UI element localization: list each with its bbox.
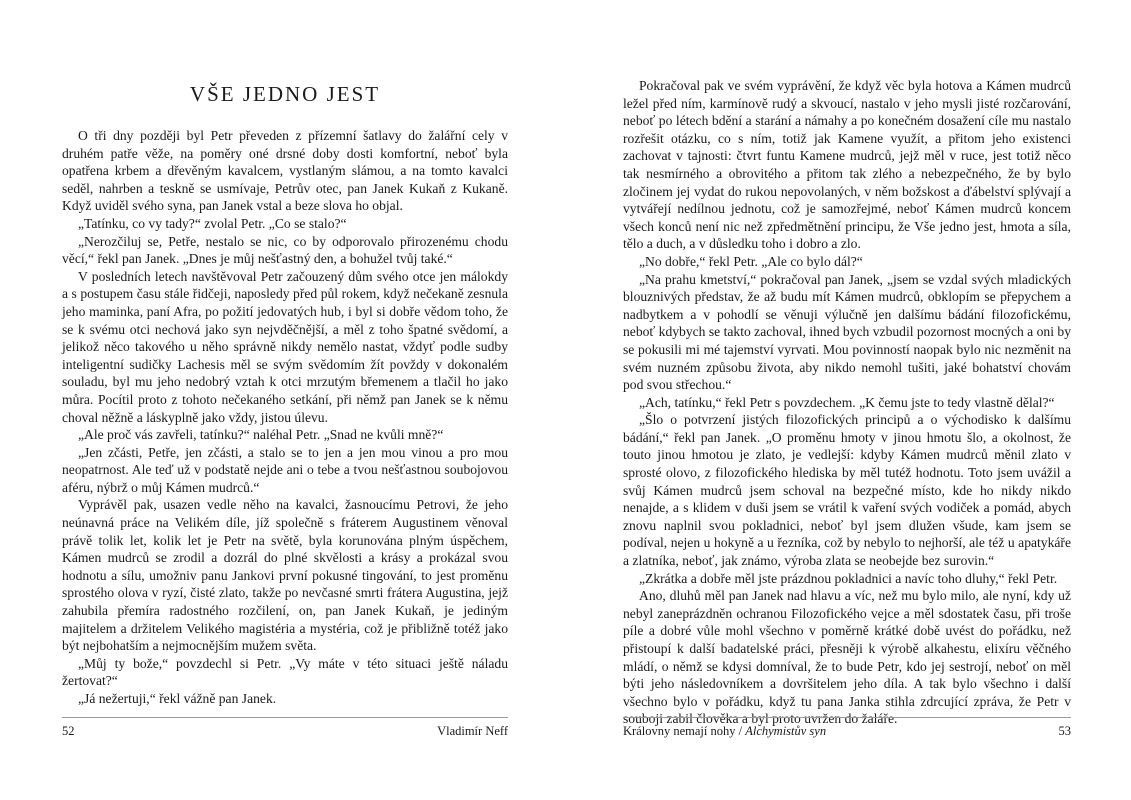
paragraph: „Ale proč vás zavřeli, tatínku?“ naléhal Petr. „Snad ne kvůli mně?“ [78, 427, 444, 443]
paragraph: V posledních letech navštěvoval Petr začouzený dům svého otce jen málokdy a s postupem času stále řidčeji, naposledy před půl rokem, když nečekaně zesnula jeho maminka, paní Afra, po požití jedovatých hub, i byl si dobře vědom toho, že se k svému otci nechová jako syn nejvděčnější, a měl z toho špatné svědomí, a jelikož něco takového u něho správně nikdy nemělo nastat, vždyť podle sudby inteligentní sudičky Lachesis měl se svým svědomím žít povždy v dokonalém souladu, byl mu jeho nedobrý vztah k otci mrzutým břemenem a tlačil ho jako můra. Pocítil proto z tohoto nečekaného setkání, při němž pan Janek se k němu choval něžně a láskyplně jako vždy, jistou úlevu. [62, 268, 508, 425]
footer-rule [623, 717, 1071, 718]
running-head-author: Vladimír Neff [437, 724, 508, 738]
page-number: 52 [62, 724, 75, 738]
paragraph: Pokračoval pak ve svém vyprávění, že když věc byla hotova a Kámen mudrců ležel před ním, karmínově rudý a skvoucí, nastalo v jeho mysli jisté rozčarování, neboť po létech bdění a starání a námahy a po konečném dosažení cíle mu nastalo rozřešit otázku, co s ním, totiž jak Kamene využít, a přitom jeho existenci zachovat v tajnosti: čtvrt funtu Kamene mudrců, jejž měl v ruce, jest totiž něco tak nesmírného a obrovitého a přitom tak zlého a nebezpečného, že by bylo zločinem jej vydat do rukou nepovolaných, v něm božskost a ďábelství splývají a vytvářejí nedílnou jednotu, což je samozřejmé, neboť Kámen mudrců koncem všech konců není nic než zpředmětnění principu, že Vše jedno jest, hmota a síla, tělo a duch, a v důsledku toho i dobro a zlo. [623, 78, 1071, 252]
paragraph: „Ach, tatínku,“ řekl Petr s povzdechem. „K čemu jste to tedy vlastně dělal?“ [639, 394, 1055, 410]
paragraph: „Tatínku, co vy tady?“ zvolal Petr. „Co se stalo?“ [78, 215, 347, 231]
running-head [623, 724, 826, 739]
right-footer [623, 724, 1071, 739]
right-page [623, 0, 1071, 800]
paragraph: „Jen zčásti, Petře, jen zčásti, a stalo se to jen a jen mou vinou a pro mou neopatrnost. Ale teď už v podstatě nejde ani o tebe a tvou nešťastnou soubojovou aféru, nýbrž o můj Kámen mudrců.“ [62, 444, 508, 495]
running-head-book-title: Alchymistův syn [745, 724, 827, 738]
running-head-series: Královny nemají nohy [623, 724, 736, 738]
paragraph: Vyprávěl pak, usazen vedle něho na kavalci, žasnoucímu Petrovi, že jeho neúnavná práce na Velikém díle, jíž společně s fráterem Augustinem věnoval právě tolik let, kolik let je Petr na světě, byla korunována plným úspěchem, Kámen mudrců se zrodil a dozrál do plné skvělosti a krásy a prokázal svou hodnotu a sílu, umožniv panu Jankovi první pokusné tingování, to jest proměnu sprostého olova v ryzí, čisté zlato, takže po nevčasné smrti frátera Augustina, jejž zahubila přemíra radostného rozčilení, on, pan Janek Kukaň, je jediným majitelem a držitelem Velikého magistéria a mystéria, což je přibližně totéž jako být nejbohatším a nejmocnějším mužem světa. [62, 497, 508, 654]
page-number: 53 [1058, 724, 1071, 738]
footer-rule [62, 717, 508, 718]
chapter-title: VŠE JEDNO JEST [189, 82, 381, 107]
right-page-text [623, 77, 1071, 728]
paragraph: „Já nežertuji,“ řekl vážně pan Janek. [78, 691, 277, 706]
left-page [62, 0, 508, 800]
paragraph: „Můj ty bože,“ povzdechl si Petr. „Vy máte v této situaci ještě náladu žertovat?“ [62, 655, 508, 689]
paragraph: „Nerozčiluj se, Petře, nestalo se nic, co by odporovalo přirozenému chodu věcí,“ řekl pan Janek. „Dnes je můj nešťastný den, a bohužel tvůj také.“ [62, 233, 508, 267]
paragraph: O tři dny později byl Petr převeden z přízemní šatlavy do žalářní cely v druhém patře věže, na poměry oné drsné doby dosti komfortní, neboť byla opatřena krbem a dřevěným kavalcem, vystlaným slámou, a na tomto kavalci seděl, nahrben a teskně se usmívaje, Petrův otec, pan Janek Kukaň z Kukaně. Když uviděl svého syna, pan Janek vstal a beze slova ho objal. [62, 128, 508, 214]
paragraph: „Na prahu kmetství,“ pokračoval pan Janek, „jsem se vzdal svých mladických blouznivých představ, že až budu mít Kámen mudrců, obklopím se přepychem a nadbytkem a v pohodlí se věnuji výlučně jen dalšímu bádání filozofickému, neboť kdybych se takto zachoval, ihned bych vzbudil pozornost mocných a oni by se pokusili mi mé tajemství vyrvati. Mou povinností naopak bylo nic nezměnit na svém nuzném způsobu života, aby nikdo nemohl tušiti, jaké bohatství chovám pod svou střechou.“ [623, 271, 1071, 393]
paragraph: Ano, dluhů měl pan Janek nad hlavu a víc, než mu bylo milo, ale nyní, kdy už nebyl zaneprázdněn ochranou Filozofického vejce a měl sdostatek času, při troše píle a dobré vůle mohl všechno v poměrně krátké době uvést do pořádku, než přistoupí k další badatelské práci, přesněji k výrobě alkahestu, elixíru věčného mládí, o němž se kdysi domníval, že to bude Petr, kdo jej sestrojí, neboť on měl býti jeho následovníkem a dovršitelem jeho díla. A tak bylo všechno i další všechno bylo v pořádku, když tu pana Janka stihla zdrcující zpráva, že Petr v souboji zabil člověka a byl proto uvržen do žaláře. [623, 588, 1071, 727]
paragraph: „Šlo o potvrzení jistých filozofických principů a o východisko k dalšímu bádání,“ řekl pan Janek. „O proměnu hmoty v jinou hmotu šlo, a okolnost, že touto jinou hmotou je zlato, je vedlejší: kdyby Kámen mudrců měnil zlato v sprosté olovo, z filozofického hlediska by měl tutéž hodnotu. Toto jsem uvážil a svůj Kámen mudrců jsem schoval na bezpečné místo, kde ho nikdy nikdo nenajde, a s klidem v duši jsem se vrátil k vaření svých vodiček a pomád, abych znovu naplnil svou pokladnici, neboť byl jsem dlužen všude, kam jsem se podíval, nejen u hokyně a u řezníka, což by nebylo to nejhorší, ale též u apatykáře a zlatníka, neboť, jak známo, výroba zlata se neobejde bez surovin.“ [623, 412, 1071, 569]
left-footer [62, 724, 508, 739]
paragraph: „No dobře,“ řekl Petr. „Ale co bylo dál?“ [639, 253, 863, 269]
paragraph: „Zkrátka a dobře měl jste prázdnou pokladnici a navíc toho dluhy,“ řekl Petr. [639, 570, 1058, 586]
running-head-separator: / [735, 724, 746, 738]
left-page-text [62, 127, 508, 708]
